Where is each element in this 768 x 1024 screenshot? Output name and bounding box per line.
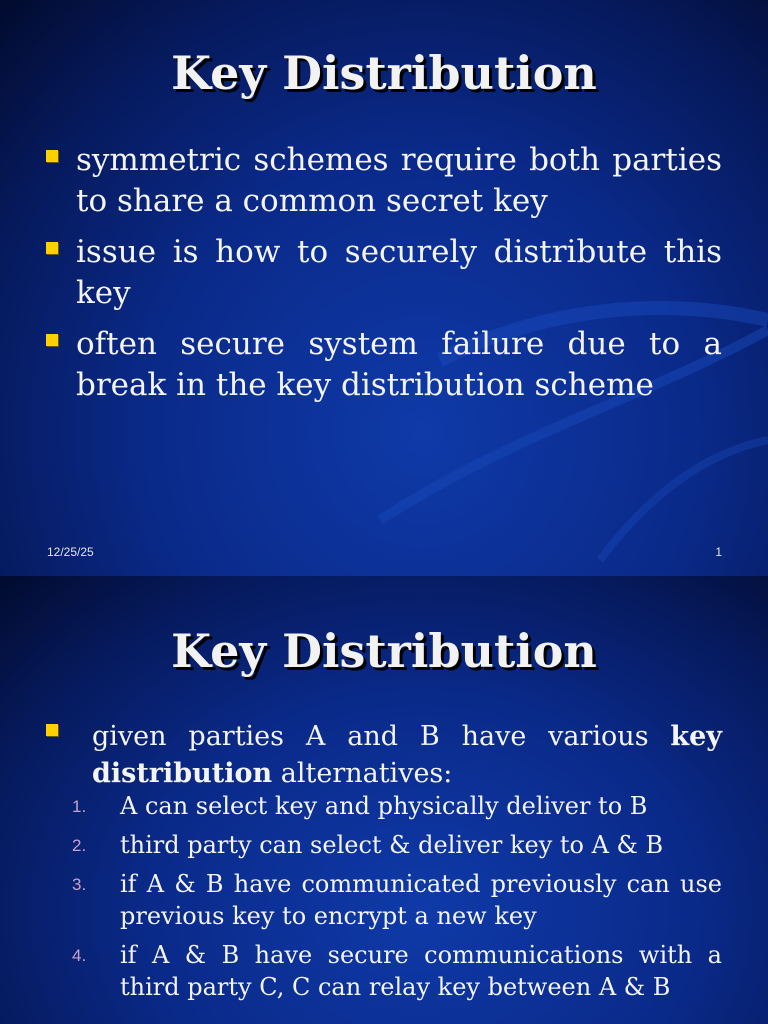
numbered-list [72,790,722,1010]
list-number: 4. [72,946,87,965]
square-bullet-icon [46,242,58,254]
main-bullet-text-after: alternatives: [272,758,453,789]
bullet-item [46,232,722,314]
bullet-text: issue is how to securely distribute this key [76,234,722,311]
list-number: 3. [72,875,87,894]
square-bullet-icon [46,724,58,736]
list-item-text: third party can select & deliver key to A & B [120,831,664,859]
main-bullet [46,718,722,792]
bullet-text: often secure system failure due to a break in the key distribution scheme [76,326,722,403]
list-item-text: A can select key and physically deliver to B [120,792,648,820]
list-item-text: if A & B have secure communications with a third party C, C can relay key between A & B [120,941,722,1001]
slide-title: Key Distribution [171,46,597,100]
slide-title: Key Distribution [171,624,597,678]
slide-number: 1 [715,545,722,559]
list-item [72,790,722,822]
square-bullet-icon [46,150,58,162]
list-item [72,939,722,1003]
main-bullet-text-before: given parties A and B have various [92,721,671,752]
bullet-list [46,140,722,416]
list-item-text: if A & B have communicated previously can use previous key to encrypt a new key [120,870,722,930]
slide-2 [0,576,768,1024]
bullet-item [46,140,722,222]
main-bullet-text [46,718,722,792]
list-number: 1. [72,797,87,816]
bullet-item [46,324,722,406]
list-item [72,829,722,861]
main-bullet-bold-text: key distribution [92,721,722,789]
square-bullet-icon [46,334,58,346]
bullet-text: symmetric schemes require both parties to share a common secret key [76,142,722,219]
list-number: 2. [72,836,87,855]
list-item [72,868,722,932]
slide-date: 12/25/25 [47,545,94,559]
